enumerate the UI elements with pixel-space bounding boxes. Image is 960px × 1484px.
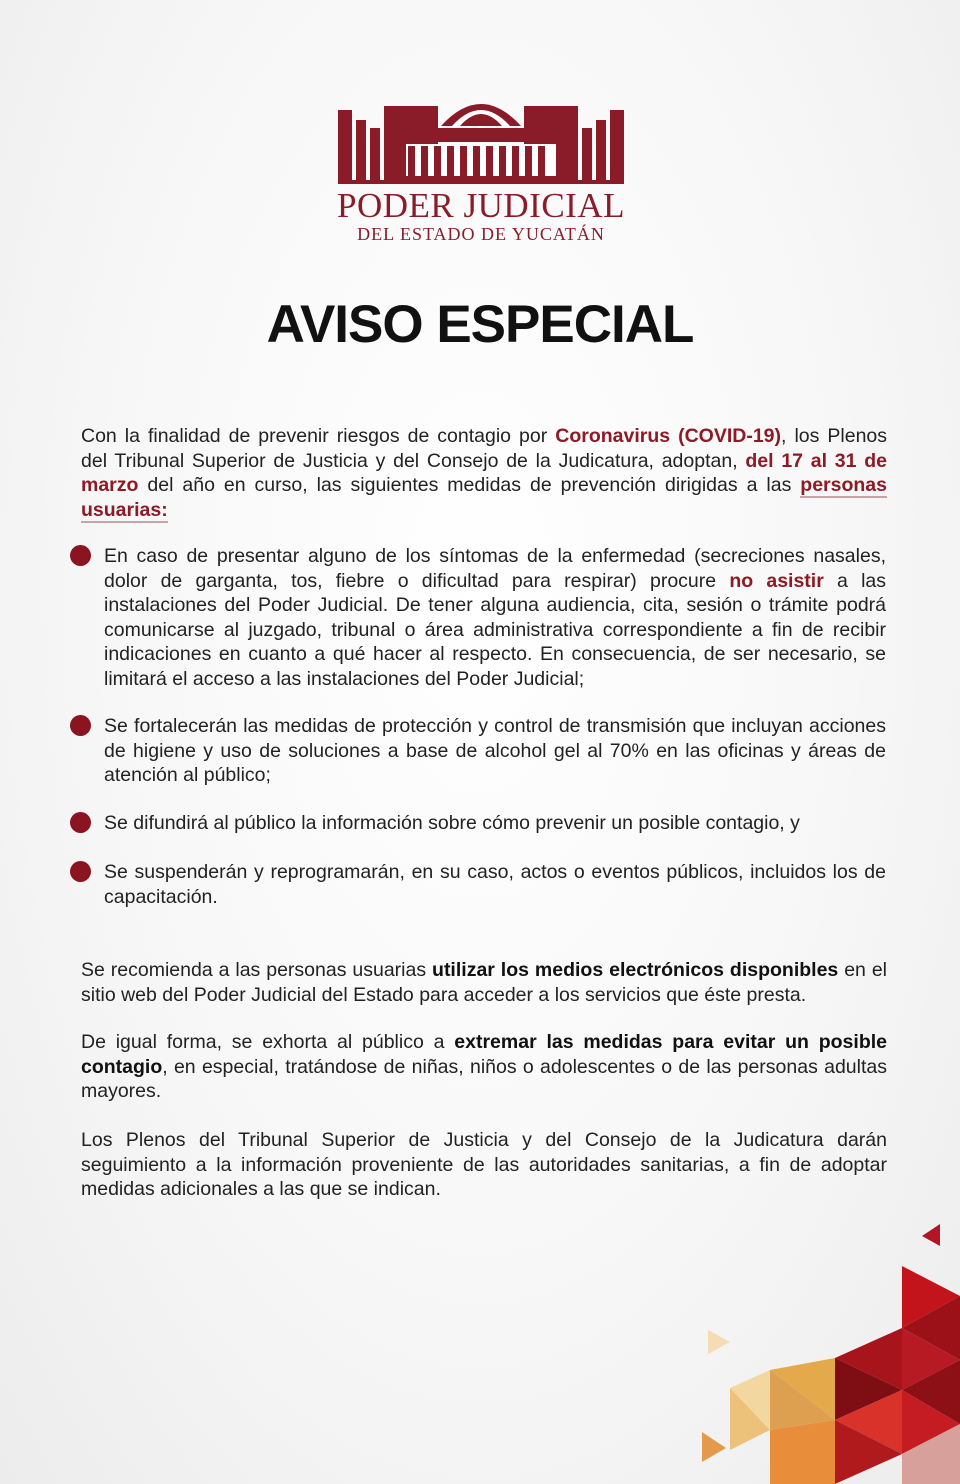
closing-paragraph-1 [81, 958, 887, 1007]
closing-paragraph-2 [81, 1030, 887, 1104]
bullet-icon [70, 545, 91, 566]
measure-item-2: Se fortalecerán las medidas de protección y control de transmisión que incluyan acciones de higiene y uso de soluciones a base de alcohol gel al 70% en las oficinas y áreas de atención al público; [104, 715, 886, 786]
closing-paragraph-3: Los Plenos del Tribunal Superior de Justicia y del Consejo de la Judicatura darán seguimiento a la información proveniente de las autoridades sanitarias, a fin de adoptar medidas adicionales a las que se indican. [81, 1129, 887, 1200]
closing-2-text-c: , en especial, tratándose de niñas, niños o adolescentes o de las personas adultas mayores. [81, 1055, 887, 1102]
building-emblem-icon [336, 88, 626, 188]
closing-1-text-a: Se recomienda a las personas usuarias [81, 959, 433, 981]
closing-2-text-a: De igual forma, se exhorta al público a [81, 1031, 455, 1053]
extreme-measures-emphasis: extremar las medidas para evitar un posible contagio [81, 1031, 887, 1078]
measure-1-text-b: a las instalaciones del Poder Judicial. De tener alguna audiencia, cita, sesión o trámite podrá comunicarse al juzgado, tribunal o área administrativa correspondiente a fin de recibir indicaciones en cuanto a qué hacer al respecto. En consecuencia, de ser necesario, se limitará el acceso a las instalaciones del Poder Judicial; [104, 569, 887, 690]
date-range-highlight: del 17 al 31 de marzo [81, 449, 887, 496]
intro-text-1: Con la finalidad de prevenir riesgos de contagio por [81, 425, 556, 447]
poder-judicial-logo [336, 88, 626, 248]
users-highlight: personas usuarias: [81, 474, 887, 521]
logo-name: PODER JUDICIAL [337, 186, 625, 225]
electronic-media-emphasis: utilizar los medios electrónicos disponibles [432, 959, 839, 981]
covid-highlight: Coronavirus (COVID-19) [555, 425, 782, 447]
closing-1-text-c: en el sitio web del Poder Judicial del Estado para acceder a los servicios que éste presta. [81, 959, 887, 1006]
page-title: AVISO ESPECIAL [266, 295, 694, 354]
logo-subtitle: DEL ESTADO DE YUCATÁN [357, 224, 605, 244]
measure-item-1 [104, 544, 886, 691]
no-asistir-highlight: no asistir [729, 569, 824, 592]
intro-paragraph [81, 424, 887, 522]
intro-text-3: del año en curso, las siguientes medidas de prevención dirigidas a las [138, 474, 801, 496]
bullet-icon [70, 715, 91, 736]
measure-item-3: Se difundirá al público la información sobre cómo prevenir un posible contagio, y [104, 812, 800, 834]
measure-item-4: Se suspenderán y reprogramarán, en su caso, actos o eventos públicos, incluidos los de capacitación. [104, 861, 886, 908]
bullet-icon [70, 861, 91, 882]
measure-1-text-a: En caso de presentar alguno de los síntomas de la enfermedad (secreciones nasales, dolor de garganta, tos, fiebre o dificultad para respirar) procure [104, 545, 886, 592]
decorative-triangles [690, 1210, 960, 1484]
bullet-icon [70, 812, 91, 833]
intro-text-2: , los Plenos del Tribunal Superior de Justicia y del Consejo de la Judicatura, adoptan, [81, 425, 888, 472]
